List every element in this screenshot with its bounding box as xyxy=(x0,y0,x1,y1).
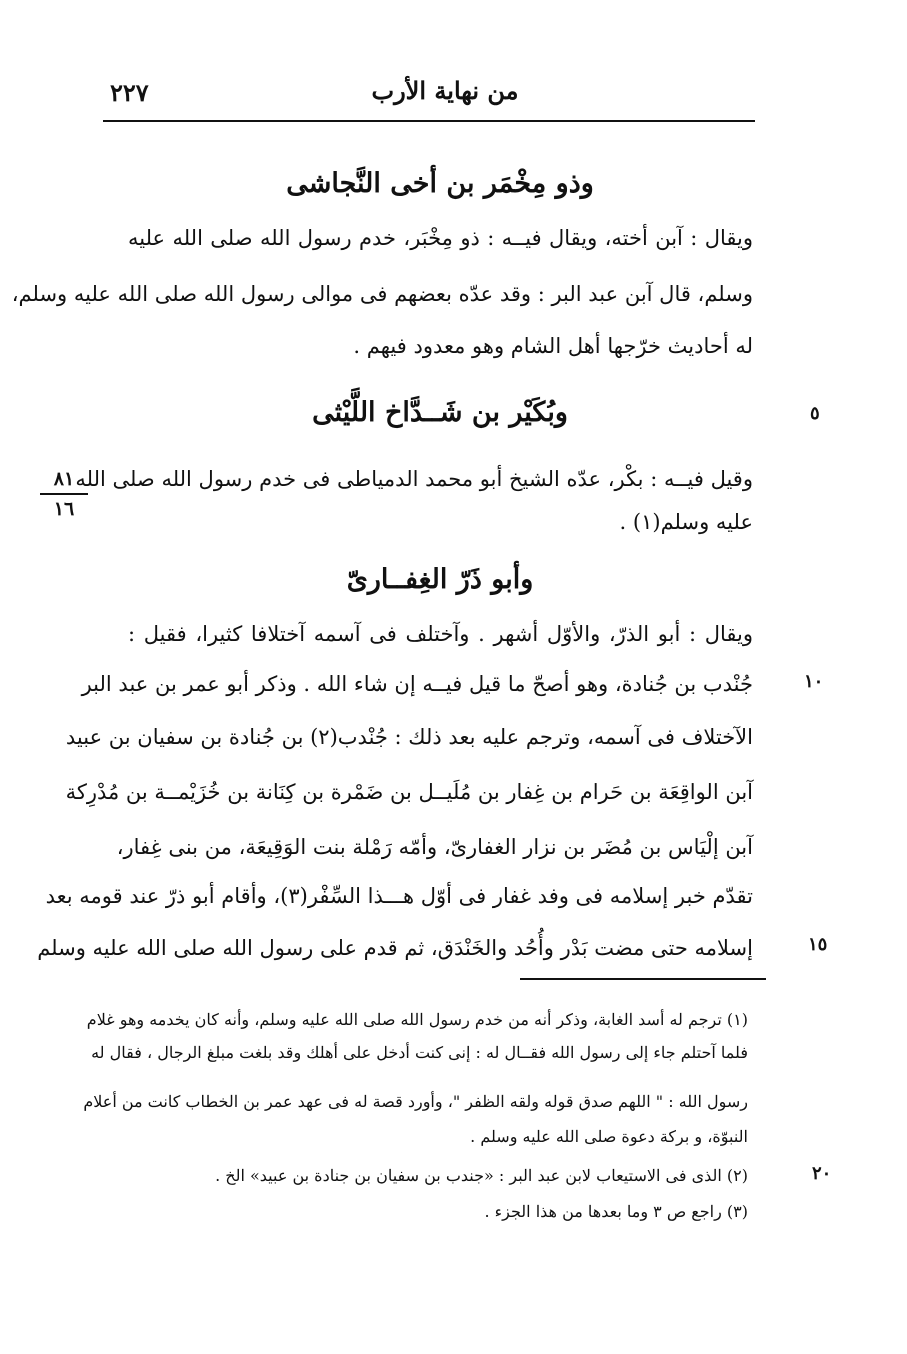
text-line: ويقال : آبن أخته، ويقال فيــه : ذو مِخْبَر، خدم رسول الله صلى الله عليه xyxy=(128,226,753,250)
page-number: ٢٢٧ xyxy=(110,78,149,107)
margin-line-number: ١٥ xyxy=(808,934,828,955)
text-line: جُنْدب بن جُنادة، وهو أصحّ ما قيل فيــه إن شاء الله . وذكر أبو عمر بن عبد البر xyxy=(81,672,753,696)
footnote-line: رسول الله : " اللهم صدق قوله ولقه الظفر "، وأورد قصة له فى عهد عمر بن الخطاب كانت من أعلام xyxy=(83,1092,748,1111)
folio-reference xyxy=(34,468,94,520)
text-line: آبن إلْيَاس بن مُضَر بن نزار الغفارىّ، وأمّه رَمْلة بنت الوَقِيعَة، من بنى غِفار، xyxy=(116,835,753,859)
text-line: تقدّم خبر إسلامه فى وفد غفار فى أوّل هـــذا السِّفْر(٣)، وأقام أبو ذرّ عند قومه بعد xyxy=(45,884,753,908)
section-heading-3: وأبو ذَرّ الغِفــارىّ xyxy=(346,564,534,595)
text-line: آبن الواقِعَة بن حَرام بن غِفار بن مُلَيــل بن ضَمْرة بن كِنَانة بن خُزَيْمــة بن مُدْرِكة xyxy=(65,780,753,804)
footnote-line: (٢) الذى فى الاستيعاب لابن عبد البر : «جندب بن سفيان بن جنادة بن عبيد» الخ . xyxy=(215,1166,748,1185)
footnote-line: النبوّة، و بركة دعوة صلى الله عليه وسلم . xyxy=(470,1127,748,1146)
text-line: له أحاديث خرّجها أهل الشام وهو معدود فيهم . xyxy=(353,334,753,358)
header-rule xyxy=(103,120,755,122)
text-line: وسلم، قال آبن عبد البر : وقد عدّه بعضهم فى موالى رسول الله صلى الله عليه وسلم، xyxy=(11,282,753,306)
footnote-line: (١) ترجم له أسد الغابة، وذكر أنه من خدم رسول الله صلى الله عليه وسلم، وأنه كان يخدمه وهو غلام xyxy=(86,1010,748,1029)
margin-line-number: ٢٠ xyxy=(812,1163,832,1184)
footnote-line: فلما آحتلم جاء إلى رسول الله فقــال له : إنى كنت أدخل على أهلك وقد بلغت مبلغ الرجال ، فقال له xyxy=(91,1043,748,1062)
text-line: ويقال : أبو الذرّ، والأوّل أشهر . وآختلف فى آسمه آختلافا كثيرا، فقيل : xyxy=(128,622,753,646)
footnote-line: (٣) راجع ص ٣ وما بعدها من هذا الجزء . xyxy=(484,1202,748,1221)
margin-line-number: ٥ xyxy=(810,403,820,424)
footnote-rule xyxy=(520,978,766,980)
text-line: وقيل فيــه : بكْر، عدّه الشيخ أبو محمد الدمياطى فى خدم رسول الله صلى الله xyxy=(75,467,753,491)
section-heading-2: وبُكَيْر بن شَــدَّاخ اللَّيْثى xyxy=(312,397,568,428)
text-line: عليه وسلم(١) . xyxy=(619,510,753,534)
section-heading-1: وذو مِخْمَر بن أخى النَّجاشى xyxy=(286,168,594,199)
margin-line-number: ١٠ xyxy=(804,671,824,692)
folio-bottom: ١٦ xyxy=(53,498,75,520)
running-header-title: من نهاية الأرب xyxy=(371,76,519,105)
text-line: الآختلاف فى آسمه، وترجم عليه بعد ذلك : جُنْدب(٢) بن جُنادة بن سفيان بن عبيد xyxy=(65,725,753,749)
folio-top: ٨١ xyxy=(53,468,75,490)
folio-divider xyxy=(40,493,88,495)
text-line: إسلامه حتى مضت بَدْر وأُحُد والخَنْدَق، ثم قدم على رسول الله صلى الله عليه وسلم xyxy=(37,936,753,960)
